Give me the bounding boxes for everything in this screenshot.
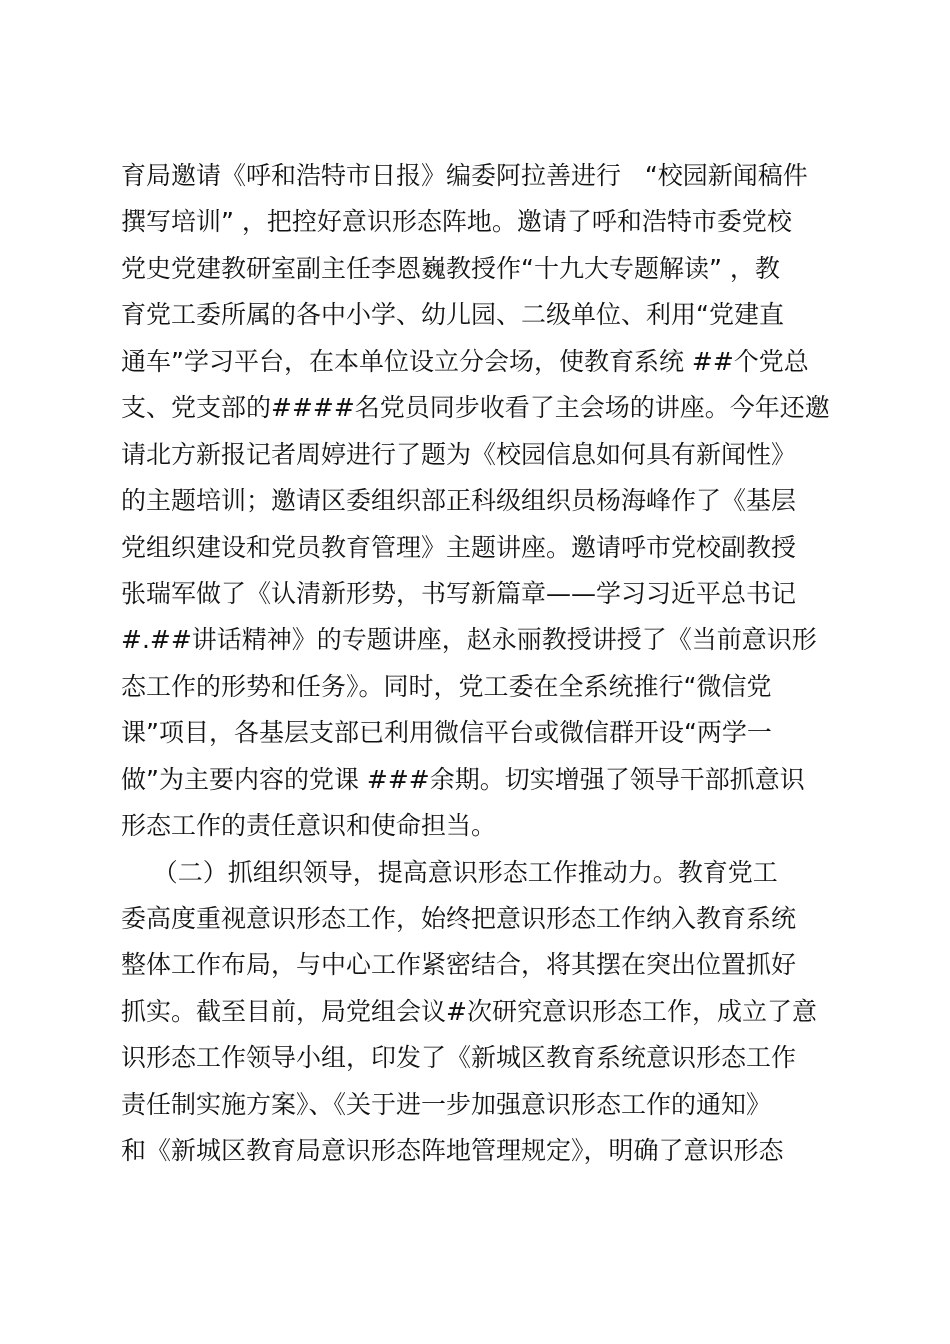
text-line: 形态工作的责任意识和使命担当。 — [121, 811, 497, 841]
text-line: 张瑞军做了《认清新形势，书写新篇章——学习习近平总书记 — [121, 578, 797, 608]
text-line: 做”为主要内容的党课 ###余期。切实增强了领导干部抓意识 — [121, 764, 805, 794]
text-line: 态工作的形势和任务》。同时，党工委在全系统推行“微信党 — [121, 671, 772, 701]
text-line: 支、党支部的####名党员同步收看了主会场的讲座。今年还邀 — [121, 393, 830, 423]
text-line: 党史党建教研室副主任李恩巍教授作“十九大专题解读” ，教 — [121, 253, 780, 283]
text-line: 通车”学习平台，在本单位设立分会场，使教育系统 ##个党总 — [121, 346, 809, 376]
text-line: 委高度重视意识形态工作，始终把意识形态工作纳入教育系统 — [121, 904, 797, 933]
text-line: 育局邀请《呼和浩特市日报》编委阿拉善进行 “校园新闻稿件 — [121, 161, 808, 190]
text-line: 整体工作布局，与中心工作紧密结合，将其摆在突出位置抓好 — [121, 950, 797, 980]
text-line: 的主题培训；邀请区委组织部正科级组织员杨海峰作了《基层 — [121, 486, 797, 516]
body-text — [121, 153, 833, 1175]
text-line: 识形态工作领导小组，印发了《新城区教育系统意识形态工作 — [121, 1043, 797, 1073]
text-line: 请北方新报记者周婷进行了题为《校园信息如何具有新闻性》 — [121, 439, 797, 469]
text-line: 撰写培训” ，把控好意识形态阵地。邀请了呼和浩特市委党校 — [121, 207, 792, 237]
text-line: 和《新城区教育局意识形态阵地管理规定》，明确了意识形态 — [121, 1136, 784, 1166]
text-line: 抓实。截至目前，局党组会议#次研究意识形态工作，成立了意 — [121, 996, 817, 1026]
text-line: #.##讲话精神》的专题讲座，赵永丽教授讲授了《当前意识形 — [121, 625, 817, 655]
text-line: 课”项目，各基层支部已利用微信平台或微信群开设“两学一 — [121, 718, 772, 748]
text-line: 育党工委所属的各中小学、幼儿园、二级单位、利用“党建直 — [121, 300, 784, 330]
text-line: 党组织建设和党员教育管理》主题讲座。邀请呼市党校副教授 — [121, 532, 797, 562]
text-line: 责任制实施方案》、《关于进一步加强意识形态工作的通知》 — [121, 1089, 772, 1119]
section-heading-line: （二）抓组织领导，提高意识形态工作推动力。教育党工 — [121, 857, 778, 887]
